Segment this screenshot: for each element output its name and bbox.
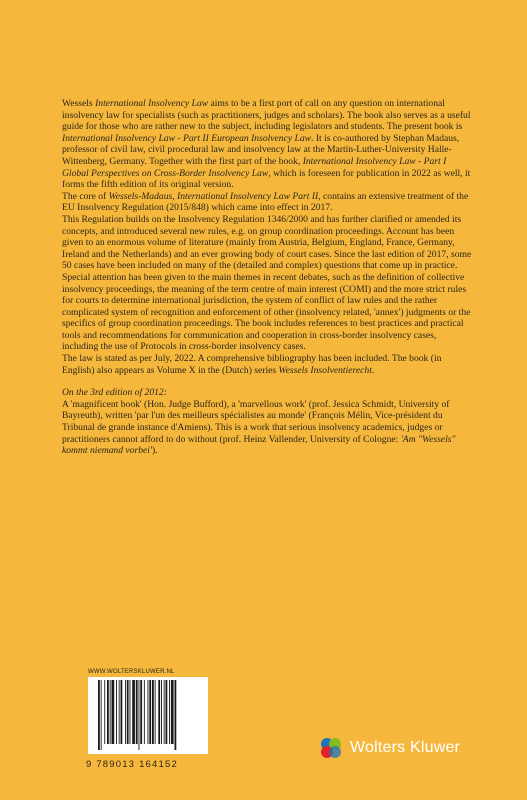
text-run: Wessels xyxy=(62,98,96,109)
intro-paragraph xyxy=(62,98,474,191)
core-paragraph xyxy=(62,191,474,214)
publisher-name: Wolters Kluwer xyxy=(350,739,461,756)
publisher-logo xyxy=(318,735,460,761)
barcode-bar xyxy=(125,680,126,744)
barcode-bar xyxy=(140,680,142,744)
barcode-bar xyxy=(116,680,117,744)
series-title: Wessels Insolventierecht xyxy=(278,364,372,376)
barcode-bar xyxy=(121,680,123,744)
review-heading xyxy=(62,387,474,399)
text-run: aims to be a first port of call on any question on international insolvency law for specialists (such as practitioners, judges and scholars). The book also serves as a useful guide for those who are rather new to the subject, including legislators and students. The present book is xyxy=(62,98,471,133)
text-run: , which is foreseen for publication in 2022 as well, it forms the fifth edition of its original version. xyxy=(62,167,471,191)
regulation-paragraph: This Regulation builds on the Insolvency Regulation 1346/2000 and has further clarified or amended its concepts, and introduced several new rules, e.g. on group coordination proceedings. Account has been given to an enormous volume of literature (mainly from Austria, Belgium, England, France, Germany, Ireland and the Netherlands) and an ever growing body of court cases. Since the last edition of 2017, some 50 cases have been included on many of the (detailed and complex) questions that come up in practice. Special attention has been given to the main themes in recent debates, such as the definition of collective insolvency proceedings, the meaning of the term centre of main interest (COMI) and the more strict rules for courts to determine international jurisdiction, the system of conflict of law rules and the rather complicated system of recognition and enforcement of other (insolvency related, 'annex') judgments or the specifics of group coordination proceedings. The book includes references to best practices and practical tools and recommendations for communication and cooperation in cross-border insolvency cases, including the use of Protocols in cross-border insolvency cases. xyxy=(62,213,472,353)
barcode-bar xyxy=(148,680,149,744)
back-cover-text xyxy=(62,98,474,457)
barcode-bar xyxy=(171,680,174,744)
text-run: . xyxy=(371,364,375,376)
book-title: International Insolvency Law - Part I Global Perspectives on Cross-Border Insolvency Law xyxy=(62,155,447,179)
barcode-bar xyxy=(164,680,165,744)
review-heading-text: On the 3rd edition of 2012: xyxy=(62,387,167,399)
text-run: . It is co-authored by Stephan Madaus, professor of civil law, civil procedural law and insolvency law at the Martin-Luther-University Halle-Wittenberg, Germany. Together with the first part of the book, xyxy=(62,132,460,167)
text-run: A 'magnificent book' (Hon. Judge Bufford), a 'marvellous work' (prof. Jessica Schmidt, University of Bayreuth), written 'par l'un des meilleurs spécialistes au monde' (François Mélin, Vice-président du Tribunal de grande instance d'Amiens). This is a work that serious insolvency academics, judges or practitioners cannot afford to do without (prof. Heinz Vallender, University of Cologne: xyxy=(62,398,450,445)
book-title: International Insolvency Law - Part II European Insolvency Law xyxy=(62,132,312,144)
barcode-number: 9 789013 164152 xyxy=(86,759,178,770)
barcode-bar xyxy=(112,680,115,744)
barcode-bars xyxy=(98,680,198,750)
barcode-bar xyxy=(149,680,151,744)
barcode-bar xyxy=(155,680,156,744)
barcode xyxy=(88,677,208,754)
text-run: , contains an extensive treatment of the EU Insolvency Regulation (2015/848) which came into effect in 2017. xyxy=(62,190,469,214)
book-title: International Insolvency Law xyxy=(95,98,209,109)
barcode-bar xyxy=(98,680,100,750)
barcode-bar xyxy=(132,680,135,744)
spacer xyxy=(62,376,474,387)
barcode-bar xyxy=(152,680,154,744)
quote: 'Am "Wessels" kommt niemand vorbei' xyxy=(62,433,456,457)
barcode-bar xyxy=(139,680,140,750)
text-run: ). xyxy=(151,445,158,457)
barcode-bar xyxy=(166,680,168,744)
review-paragraph xyxy=(62,399,474,457)
barcode-bar xyxy=(104,680,105,744)
barcode-bar xyxy=(127,680,129,744)
law-date-paragraph xyxy=(62,353,474,376)
website-url: WWW.WOLTERSKLUWER.NL xyxy=(88,669,175,675)
barcode-bar xyxy=(158,680,160,744)
barcode-bar xyxy=(175,680,177,750)
text-run: The core of xyxy=(62,190,109,202)
barcode-bar xyxy=(161,680,162,744)
wolters-kluwer-mark-icon xyxy=(318,735,344,761)
book-title: Wessels-Madaus, International Insolvency Law Part II xyxy=(108,190,319,202)
text-run: The law is stated as per July, 2022. A comprehensive bibliography has been included. The book (in English) also appears as Volume X in the (Dutch) series xyxy=(62,353,442,376)
barcode-bar xyxy=(107,680,109,744)
barcode-bar xyxy=(119,680,120,744)
barcode-bar xyxy=(101,680,102,750)
barcode-bar xyxy=(136,680,138,744)
barcode-bar xyxy=(110,680,111,744)
barcode-bar xyxy=(144,680,145,744)
barcode-bar xyxy=(130,680,131,744)
barcode-bar xyxy=(169,680,170,744)
